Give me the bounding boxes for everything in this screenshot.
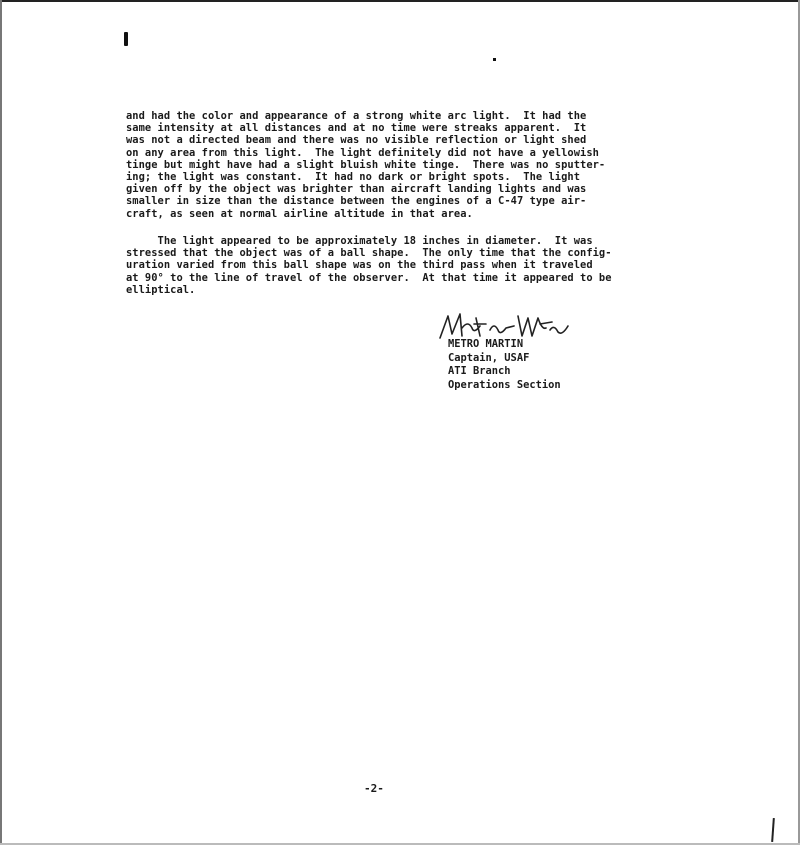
text-line: ing; the light was constant. It had no dark or bright spots. The light: [126, 171, 581, 184]
text-line: was not a directed beam and there was no visible reflection or light shed: [126, 134, 587, 147]
scan-speck: [493, 58, 496, 61]
page-border-top: [0, 0, 800, 2]
scan-artifact-mark: [124, 32, 128, 46]
text-line: craft, as seen at normal airline altitude in that area.: [126, 207, 473, 220]
signer-section: Operations Section: [448, 378, 561, 391]
signer-rank: Captain, USAF: [448, 351, 530, 364]
signature-block: [448, 338, 561, 392]
text-line: and had the color and appearance of a strong white arc light. It had the: [126, 110, 587, 122]
signer-name: METRO MARTIN: [448, 338, 524, 350]
page-border-left: [0, 0, 2, 845]
text-line: given off by the object was brighter than aircraft landing lights and was: [126, 183, 587, 196]
page-number: -2-: [364, 782, 384, 795]
text-line: same intensity at all distances and at no time were streaks apparent. It: [126, 122, 587, 135]
signer-branch: ATI Branch: [448, 365, 511, 378]
text-line: smaller in size than the distance between the engines of a C-47 type air-: [126, 195, 587, 208]
paragraph-1: [126, 110, 636, 220]
text-line: at 90° to the line of travel of the observer. At that time it appeared to be: [126, 271, 612, 284]
scan-edge-mark: [771, 818, 775, 842]
text-line: uration varied from this ball shape was on the third pass when it traveled: [126, 259, 593, 272]
text-line: stressed that the object was of a ball shape. The only time that the config-: [126, 247, 612, 260]
text-line: The light appeared to be approximately 18 inches in diameter. It was: [126, 235, 593, 247]
paragraph-2: [126, 235, 636, 296]
text-line: on any area from this light. The light definitely did not have a yellowish: [126, 146, 599, 159]
text-line: tinge but might have had a slight bluish white tinge. There was no sputter-: [126, 158, 606, 171]
text-line: elliptical.: [126, 283, 196, 296]
